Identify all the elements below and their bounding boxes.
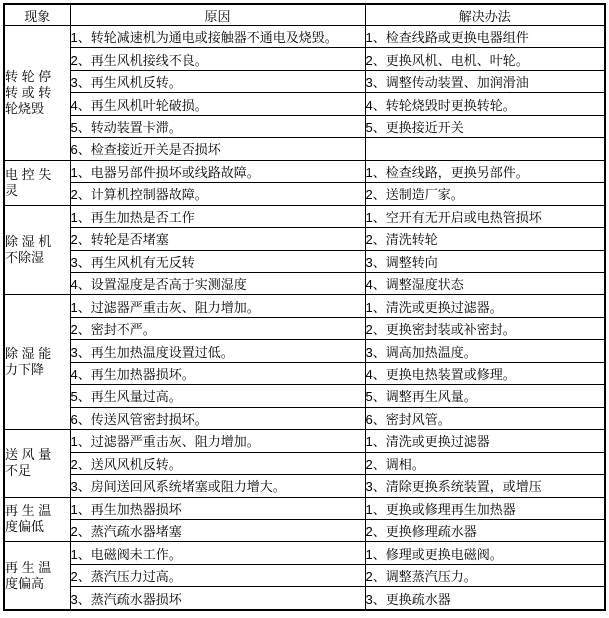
cause-cell: 3、房间送回风系统堵塞或阻力增大。	[70, 475, 365, 497]
phenomenon-line: 送 风 量	[5, 447, 52, 463]
table-row	[4, 452, 605, 474]
solution-cell: 5、调整再生风量。	[365, 385, 605, 407]
table-row	[4, 519, 605, 541]
table-row	[4, 48, 605, 70]
table-row	[4, 205, 605, 227]
table-row	[4, 93, 605, 115]
solution-cell: 2、更换修理疏水器	[365, 519, 605, 541]
table-row	[4, 160, 605, 182]
phenomenon-line: 电 控 失	[5, 166, 52, 182]
cause-cell: 3、再生风机反转。	[70, 70, 365, 92]
solution-cell: 2、更换密封装或补密封。	[365, 317, 605, 339]
phenomenon-cell	[4, 160, 70, 205]
table-row	[4, 362, 605, 384]
table-row	[4, 407, 605, 429]
phenomenon-line: 转 轮 停	[5, 68, 52, 84]
cause-cell: 1、再生加热器损坏	[70, 497, 365, 519]
solution-cell: 1、检查线路或更换电器组件	[365, 26, 605, 48]
cause-cell: 2、转轮是否堵塞	[70, 228, 365, 250]
solution-cell: 2、更换风机、电机、叶轮。	[365, 48, 605, 70]
phenomenon-line: 再 生 温	[5, 503, 52, 519]
solution-cell-empty	[365, 138, 605, 160]
table-row	[4, 26, 605, 48]
cause-cell: 2、蒸汽疏水器堵塞	[70, 519, 365, 541]
header-row	[4, 4, 605, 26]
solution-cell: 1、检查线路，更换另部件。	[365, 160, 605, 182]
table-row	[4, 340, 605, 362]
solution-cell: 1、更换或修理再生加热器	[365, 497, 605, 519]
phenomenon-line: 力下降	[5, 362, 45, 378]
table-row	[4, 317, 605, 339]
cause-cell: 4、再生加热器损坏。	[70, 362, 365, 384]
cause-cell: 2、密封不严。	[70, 317, 365, 339]
table-row	[4, 115, 605, 137]
solution-cell: 3、清除更换系统装置，或增压	[365, 475, 605, 497]
solution-cell: 2、送制造厂家。	[365, 183, 605, 205]
phenomenon-line: 转 或 转	[5, 84, 52, 100]
solution-cell: 1、清洗或更换过滤器	[365, 430, 605, 452]
phenomenon-line: 再 生 温	[5, 559, 52, 575]
col-header-phenomenon: 现象	[4, 4, 70, 26]
table-row	[4, 183, 605, 205]
solution-cell: 3、调整传动装置、加润滑油	[365, 70, 605, 92]
cause-cell: 3、再生风机有无反转	[70, 250, 365, 272]
table-row	[4, 228, 605, 250]
phenomenon-cell	[4, 205, 70, 295]
solution-cell: 2、清洗转轮	[365, 228, 605, 250]
troubleshooting-table	[3, 3, 606, 611]
cause-cell: 6、传送风管密封损坏。	[70, 407, 365, 429]
cause-cell: 3、再生加热温度设置过低。	[70, 340, 365, 362]
table-row	[4, 564, 605, 586]
col-header-cause: 原因	[70, 4, 365, 26]
cause-cell: 2、再生风机接线不良。	[70, 48, 365, 70]
table-row	[4, 542, 605, 564]
solution-cell: 2、调整蒸汽压力。	[365, 564, 605, 586]
cause-cell: 5、转动装置卡滞。	[70, 115, 365, 137]
phenomenon-line: 度偏高	[5, 575, 45, 591]
solution-cell: 3、调整转向	[365, 250, 605, 272]
table-row	[4, 138, 605, 160]
table-row	[4, 497, 605, 519]
cause-cell: 2、送风风机反转。	[70, 452, 365, 474]
cause-cell: 2、蒸汽压力过高。	[70, 564, 365, 586]
cause-cell: 1、过滤器严重击灰、阻力增加。	[70, 430, 365, 452]
table-row	[4, 272, 605, 294]
solution-cell: 1、空开有无开启或电热管损坏	[365, 205, 605, 227]
phenomenon-cell	[4, 497, 70, 542]
solution-cell: 4、调整湿度状态	[365, 272, 605, 294]
cause-cell: 5、再生风量过高。	[70, 385, 365, 407]
table-row	[4, 475, 605, 497]
cause-cell: 2、计算机控制器故障。	[70, 183, 365, 205]
cause-cell: 4、再生风机叶轮破损。	[70, 93, 365, 115]
solution-cell: 2、调相。	[365, 452, 605, 474]
solution-cell: 4、更换电热装置或修理。	[365, 362, 605, 384]
solution-cell: 5、更换接近开关	[365, 115, 605, 137]
table-row	[4, 295, 605, 317]
table-row	[4, 70, 605, 92]
solution-cell: 3、更换疏水器	[365, 587, 605, 610]
table-row	[4, 430, 605, 452]
cause-cell: 4、设置湿度是否高于实测湿度	[70, 272, 365, 294]
table-row	[4, 385, 605, 407]
phenomenon-line: 除 湿 机	[5, 234, 52, 250]
solution-cell: 1、清洗或更换过滤器。	[365, 295, 605, 317]
cause-cell: 3、蒸汽疏水器损坏	[70, 587, 365, 610]
phenomenon-line: 除 湿 能	[5, 346, 52, 362]
phenomenon-line: 不除湿	[5, 250, 45, 266]
phenomenon-cell	[4, 26, 70, 161]
phenomenon-cell	[4, 430, 70, 497]
solution-cell: 6、密封风管。	[365, 407, 605, 429]
phenomenon-cell	[4, 295, 70, 430]
cause-cell: 1、电磁阀未工作。	[70, 542, 365, 564]
phenomenon-line: 轮烧毁	[5, 100, 45, 116]
cause-cell: 1、转轮减速机为通电或接触器不通电及烧毁。	[70, 26, 365, 48]
col-header-solution: 解决办法	[365, 4, 605, 26]
phenomenon-line: 度偏低	[5, 519, 45, 535]
phenomenon-line: 不足	[5, 463, 32, 479]
table-row	[4, 250, 605, 272]
cause-cell: 1、电器另部件损坏或线路故障。	[70, 160, 365, 182]
solution-cell: 1、修理或更换电磁阀。	[365, 542, 605, 564]
cause-cell: 6、检查接近开关是否损坏	[70, 138, 365, 160]
solution-cell: 3、调高加热温度。	[365, 340, 605, 362]
cause-cell: 1、再生加热是否工作	[70, 205, 365, 227]
phenomenon-line: 灵	[5, 182, 19, 198]
table-row	[4, 587, 605, 610]
solution-cell: 4、转轮烧毁时更换转轮。	[365, 93, 605, 115]
phenomenon-cell	[4, 542, 70, 610]
cause-cell: 1、过滤器严重击灰、阻力增加。	[70, 295, 365, 317]
